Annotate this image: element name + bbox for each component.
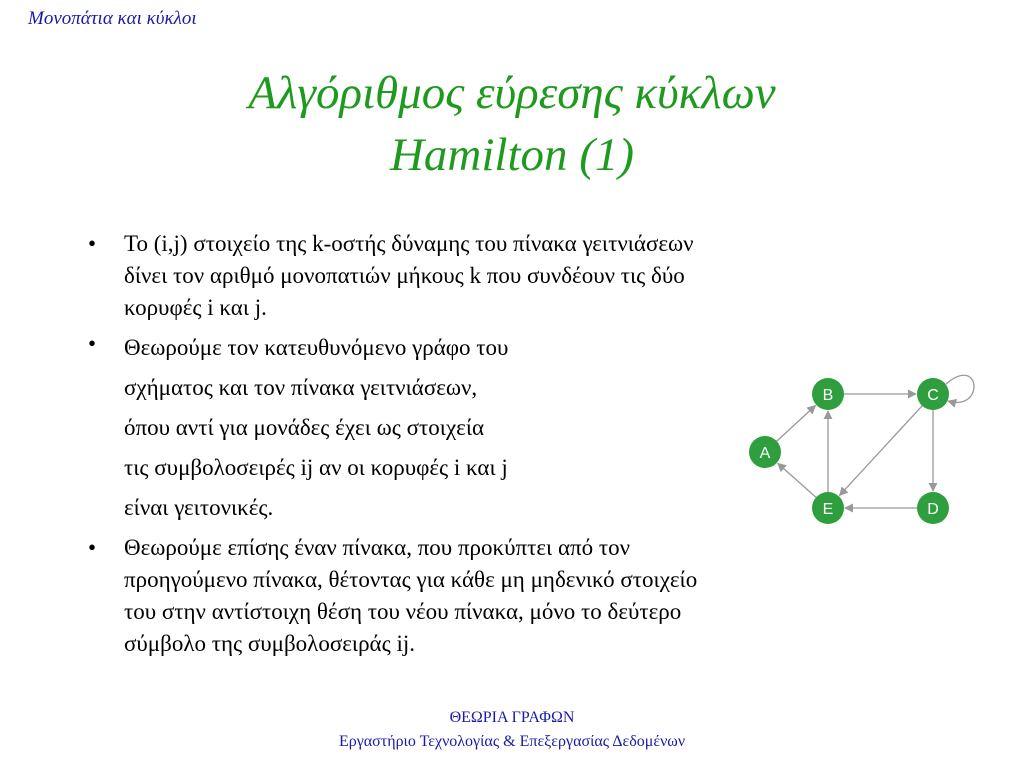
bullet-line: δίνει τον αριθμό μονοπατιών μήκους k που συνδέουν τις δύο xyxy=(124,263,685,288)
graph-node-label-a: A xyxy=(759,445,771,462)
graph-edge-e-a xyxy=(778,463,816,497)
header-note: Μονοπάτια και κύκλοι xyxy=(28,8,197,29)
bullet-line: είναι γειτονικές. xyxy=(124,495,274,520)
bullet-item xyxy=(86,532,916,660)
graph-node-label-e: E xyxy=(822,501,834,518)
footer-lab: Εργαστήριο Τεχνολογίας & Επεξεργασίας Δεδομένων xyxy=(338,733,686,750)
graph-node-label-d: D xyxy=(927,501,939,518)
bullet-line: του στην αντίστοιχη θέση του νέου πίνακα, μόνο το δεύτερο xyxy=(124,599,682,624)
bullet-line: όπου αντί για μονάδες έχει ως στοιχεία xyxy=(124,415,485,440)
bullet-line: προηγούμενο πίνακα, θέτοντας για κάθε μη μηδενικό στοιχείο xyxy=(124,567,698,592)
bullet-line: σχήματος και τον πίνακα γειτνιάσεων, xyxy=(124,375,478,400)
title-line-2: Hamilton (1) xyxy=(389,129,635,181)
bullet-line: • Το (i,j) στοιχείο της k-οστής δύναμης του πίνακα γειτνιάσεων xyxy=(124,231,694,256)
graph-edge-c-c xyxy=(946,375,974,402)
bullet-line: τις συμβολοσειρές ij αν οι κορυφές i και j xyxy=(124,455,508,480)
graph-edge-a-b xyxy=(777,406,816,442)
graph-edge-c-e xyxy=(840,406,923,496)
bullet-line: σύμβολο της συμβολοσειράς ij. xyxy=(124,631,415,656)
title-line-1: Αλγόριθμος εύρεσης κύκλων xyxy=(248,67,776,119)
footer-course: ΘΕΩΡΙΑ ΓΡΑΦΩΝ xyxy=(449,709,575,726)
slide-title xyxy=(0,62,1024,186)
bullet-line: • Θεωρούμε επίσης έναν πίνακα, που προκύπτει από τον xyxy=(124,535,631,560)
directed-graph-figure xyxy=(740,366,990,536)
bullet-line: • Θεωρούμε τον κατευθυνόμενο γράφο του xyxy=(124,335,509,360)
bullet-item xyxy=(86,228,916,324)
bullet-line: κορυφές i και j. xyxy=(124,295,267,320)
graph-node-label-c: C xyxy=(927,387,939,404)
footer xyxy=(0,706,1024,754)
graph-node-label-b: B xyxy=(822,387,834,404)
